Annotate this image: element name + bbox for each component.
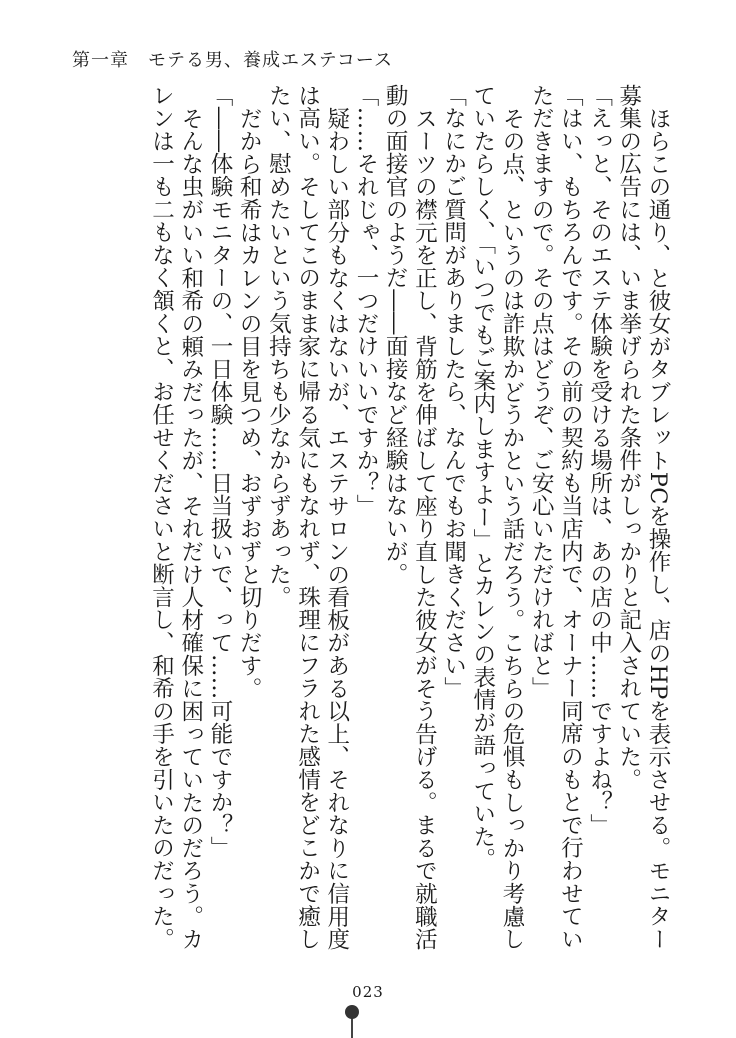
paragraph: ほらこの通り、と彼女がタブレットPCを操作し、店のHPを表示させる。モニター募集の広告には、いま挙げられた条件がしっかりと記入されていた。 — [615, 84, 671, 951]
page-marker-dot — [345, 1005, 359, 1019]
paragraph: 「……それじゃ、一つだけいいですか？」 — [352, 84, 379, 518]
body-text — [64, 84, 672, 964]
paragraph: だから和希はカレンの目を見つめ、おずおずと切りだす。 — [236, 106, 263, 700]
page-number: 023 — [352, 983, 384, 1001]
paragraph: 「はい、もちろんです。その前の契約も当店内で、オーナー同席のもとで行わせていただきますので。その点はどうぞ、ご安心いただければと」 — [528, 84, 584, 951]
paragraph: そんな虫がいい和希の頼みだったが、それだけ人材確保に困っていたのだろう。カレンは一も二もなく頷くと、お任せくださいと断言し、和希の手を引いたのだった。 — [148, 84, 204, 951]
paragraph: 「えっと、そのエステ体験を受ける場所は、あの店の中……ですよね？」 — [586, 84, 613, 837]
chapter-header: 第一章 モテる男、養成エステコース — [72, 50, 394, 71]
paragraph: 疑わしい部分もなくはないが、エステサロンの看板がある以上、それなりに信用度は高い。そしてこのまま家に帰る気にもなれず、珠理にフラれた感情をどこかで癒したい、慰めたいという気持ちも少なからずあった。 — [265, 84, 350, 951]
paragraph: 「――体験モニターの、一日体験……日当扱いで、って……可能ですか？」 — [206, 84, 233, 860]
paragraph: その点、というのは詐欺かどうかという話だろう。こちらの危惧もしっかり考慮していたらしく、「いつでもご案内しますよー」とカレンの表情が語っていた。 — [469, 84, 525, 951]
paragraph: スーツの襟元を正し、背筋を伸ばして座り直した彼女がそう告げる。まるで就職活動の面接官のようだ――面接など経験はないが。 — [382, 84, 438, 951]
paragraph: 「なにかご質問がありましたら、なんでもお聞きください」 — [440, 84, 467, 700]
